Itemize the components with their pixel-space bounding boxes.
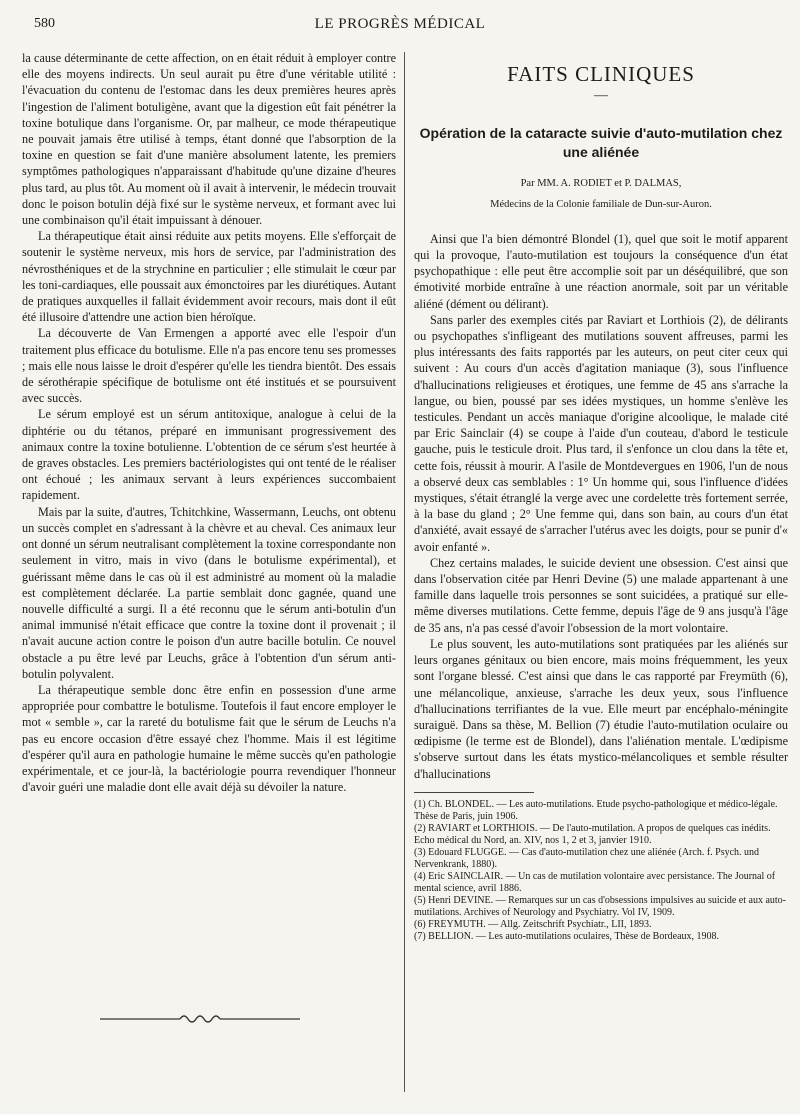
column-divider <box>404 52 405 1092</box>
end-ornament <box>100 1012 300 1026</box>
footnote: (7) BELLION. — Les auto-mutilations oculaires, Thèse de Bordeaux, 1908. <box>414 930 720 942</box>
right-paragraph: Ainsi que l'a bien démontré Blondel (1), quel que soit le motif apparent qui la provoque, l'auto-mutilation est toujours la conséquence d'un état psychopathique : elle peut être accomplie soit par un déséquilibré, que son émotivité morbide entraîne à une réaction anormale, soit par un véritable aliéné (dément ou délirant). <box>414 231 788 311</box>
footnote: (6) FREYMUTH. — Allg. Zeitschrift Psychiatr., LII, 1893. <box>414 918 652 930</box>
left-paragraph: La thérapeutique était ainsi réduite aux petits moyens. Elle s'efforçait de soutenir le système nerveux, mis hors de service, par l'administration des névrosthéniques et de la strychnine en particulier ; elle stimulait le cœur par les toni-cardiaques, elle poussait aux émonctoires par les diurétiques. Autant de pratiques auxquelles il fallait évidemment avoir recours, mais dont il eût été illusoire d'attendre une action bien héroïque. <box>22 229 396 325</box>
section-dash: — <box>594 88 608 104</box>
left-paragraph: Mais par la suite, d'autres, Tchitchkine, Wassermann, Leuchs, ont obtenu un succès complet en s'adressant à la chèvre et au cheval. Ces animaux leur ont donné un sérum neutralisant complètement la toxine correspondante non seulement in vitro, mais in vivo (dans le botulisme expérimental), et guérissant même dans le cas où il est administré au moment où la maladie est complètement déclarée. La partie semblait donc gagnée, quand une nouvelle difficulté a surgi. Il a été reconnu que le sérum anti-botulin d'un animal immunisé n'était efficace que contre la toxine dont il provenait ; il n'avait aucune action contre le poison d'un autre bacille botulin. Ce nouvel obstacle a pu être levé par Leuchs, grâce à l'obtention d'un sérum anti-botulin polyvalent. <box>22 504 396 681</box>
footnote: (5) Henri DEVINE. — Remarques sur un cas d'obsessions impulsives au suicide et aux auto-mutilations. Archives of Neurology and Psychiatry. Vol IV, 1909. <box>414 894 787 918</box>
left-paragraph: La thérapeutique semble donc être enfin en possession d'une arme appropriée pour combattre le botulisme. Toutefois il faut encore employer le mot « semble », car la rareté du botulisme fait que le sérum de Leuchs n'a pas eu encore occasion d'être essayé chez l'homme. Mais il est légitime d'espérer qu'il aura en pathologie humaine le même succès qu'en pathologie expérimentale, et ce jour-là, la bactériologie pourra revendiquer l'honneur d'avoir guéri une maladie dont elle avait déjà su dévoiler la nature. <box>22 682 396 795</box>
right-column <box>414 60 788 943</box>
left-paragraph: la cause déterminante de cette affection, on en était réduit à employer contre elle des moyens indirects. Un seul aurait pu être d'une véritable utilité : l'évacuation du contenu de l'estomac dans les deux premières heures après l'ingestion de l'aliment botuligène, avant que la digestion eût fait pénétrer la toxine botulique dans l'organisme. Or, par malheur, ce mode thérapeutique ne pouvait jamais être utilisé à temps, étant donné que l'absorption de la toxine en question se fait d'une manière absolument latente, les premiers symptômes pathologiques n'apparaissant d'habitude qu'une dizaine d'heures plus tard, au plus tôt. Au moment où il avait à intervenir, le médecin trouvait donc le poison botulin déjà fixé sur le système nerveux, et formant avec lui une combinaison qu'il était impuissant à dénouer. <box>22 51 396 228</box>
footnotes <box>414 799 788 943</box>
section-title: FAITS CLINIQUES <box>507 62 695 86</box>
footnote: (4) Eric SAINCLAIR. — Un cas de mutilation volontaire avec persistance. The Journal of mental science, avril 1886. <box>414 870 776 894</box>
footnote: (3) Edouard FLUGGE. — Cas d'auto-mutilation chez une aliénée (Arch. f. Psych. und Nervenkrank, 1880). <box>414 846 760 870</box>
footnote-rule <box>414 792 534 793</box>
left-paragraph: La découverte de Van Ermengen a apporté avec elle l'espoir d'un traitement plus efficace du botulisme. Elle n'a pas encore tenu ses promesses ; mais elle nous laisse le droit d'espérer qu'elle les tiendra bientôt. Des essais de sérothérapie spécifique de botulisme ont été institués et se poursuivent avec succès. <box>22 326 396 406</box>
footnote: (2) RAVIART et LORTHIOIS. — De l'auto-mutilation. A propos de quelques cas inédits. Echo médical du Nord, an. XIV, nos 1, 2 et 3, janvier 1910. <box>414 822 771 846</box>
footnote: (1) Ch. BLONDEL. — Les auto-mutilations. Etude psycho-pathologique et médico-légale. Thèse de Paris, juin 1906. <box>414 798 778 822</box>
article-title: Opération de la cataracte suivie d'auto-mutilation chez une aliénée <box>419 125 783 161</box>
page-header <box>0 16 800 38</box>
page-number: 580 <box>34 16 55 31</box>
right-paragraph: Le plus souvent, les auto-mutilations sont pratiquées par les aliénés sur leurs organes génitaux ou bien encore, mais moins fréquemment, les yeux sont l'organe blessé. C'est ainsi que dans le cas rapporté par Freymüth (6), une mélancolique, anxieuse, s'arrache les deux yeux, sous l'influence d'hallucinations terrifiantes de la vue. Elle meurt par encéphalo-méningite suraiguë. Dans sa thèse, M. Bellion (7) étudie l'auto-mutilation oculaire ou œdipisme (le terme est de Blondel), dans l'aliénation mentale. L'œdipisme s'observe surtout dans les états mystico-mélancoliques et semble résulter d'hallucinations <box>414 636 788 781</box>
right-paragraph: Chez certains malades, le suicide devient une obsession. C'est ainsi que dans l'observation citée par Henri Devine (5) une malade appartenant à une famille dans laquelle trois personnes se sont suicidées, a pratiqué sur elle-même diverses mutilations. Cette femme, depuis l'âge de 9 ans jusqu'à l'âge de 35 ans, n'a pas cessé d'avoir l'obsession de la mort volontaire. <box>414 555 788 635</box>
authors: Par MM. A. RODIET et P. DALMAS, <box>520 178 682 190</box>
right-paragraph: Sans parler des exemples cités par Raviart et Lorthiois (2), de délirants ou psychopathes s'infligeant des mutilations souvent affreuses, parmi les plus intéressants des faits rapportés par les auteurs, on peut citer ceux qui suivent : Au cours d'un accès d'agitation maniaque (3), sous l'influence d'hallucinations religieuses et érotiques, une femme de 45 ans s'arrache la langue, ou bien, poussé par ses idées mystiques, un homme s'enlève les testicules. Pendant un accès maniaque d'origine alcoolique, le malade cité par Eric Sainclair (4) se coupe à l'aide d'un couteau, d'abord le testicule gauche, puis le testicule droit. Plus tard, il s'enfonce un clou dans la tête et, cette fois, réussit à mourir. A l'asile de Montdevergues en 1906, l'un de nous a observé deux cas semblables : 1° Un homme qui, sous l'influence d'idées mystiques, s'était étranglé la verge avec une cordelette très fortement serrée, à la base du gland ; 2° Une femme qui, dans son bain, au cours d'un état d'anxiété, avait essayé de s'arracher l'utérus avec les doigts, pour se punir d'« avoir enfanté ». <box>414 312 788 554</box>
running-title: LE PROGRÈS MÉDICAL <box>314 16 486 32</box>
affiliation: Médecins de la Colonie familiale de Dun-sur-Auron. <box>490 198 712 210</box>
left-paragraph: Le sérum employé est un sérum antitoxique, analogue à celui de la diphtérie ou du tétanos, préparé en immunisant progressivement des animaux contre la toxine botulienne. L'obtention de ce sérum s'est heurtée à de graves obstacles. Les premiers bactériologistes qui ont tenté de le réaliser ont échoué ; les animaux servant à leurs expériences succombaient rapidement. <box>22 407 396 503</box>
left-column <box>22 50 396 795</box>
